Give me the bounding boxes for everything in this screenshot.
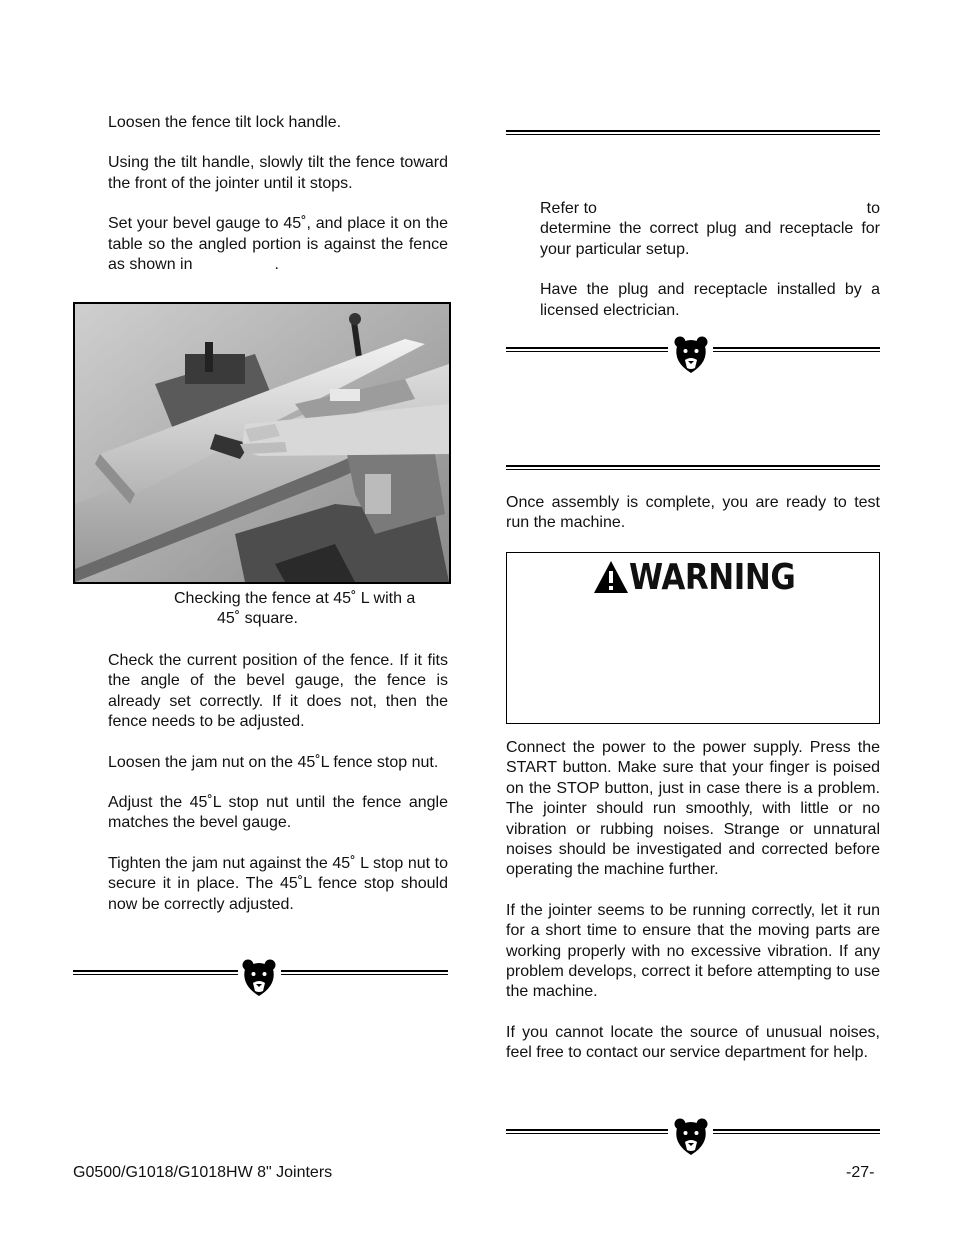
step-set-bevel-gauge: Set your bevel gauge to 45˚, and place it on the table so the angled portion is against the fence as shown in . xyxy=(108,215,448,274)
step-loosen-tilt-lock: Loosen the fence tilt lock handle. xyxy=(108,114,342,131)
left-column-top xyxy=(108,113,448,275)
photo-caption: Checking the fence at 45˚ L with a 45˚ square. xyxy=(174,590,416,628)
footer-page-number: -27- xyxy=(846,1164,875,1181)
bear-head-icon xyxy=(673,334,709,374)
section-divider-right-1 xyxy=(506,334,880,374)
step-connect-power: Connect the power to the power supply. Press the START button. Make sure that your finger is poised on the STOP button, just in case there is a problem. The jointer should run smoothly, with little or no vibration or rubbing noises. Strange or unnatural noises should be investigated and corrected before operating the machine further. xyxy=(506,739,880,879)
bear-head-icon xyxy=(241,957,277,997)
section-header-rule-1 xyxy=(506,130,880,135)
step-install-plug: Have the plug and receptacle installed by a licensed electrician. xyxy=(540,281,880,319)
bear-head-icon xyxy=(673,1116,709,1156)
step-loosen-jam-nut: Loosen the jam nut on the 45˚L fence stop nut. xyxy=(108,753,439,771)
step-tilt-fence: Using the tilt handle, slowly tilt the fence toward the front of the jointer until it stops. xyxy=(108,154,448,192)
plug-instructions: Refer to to determine the correct plug and receptacle for your particular setup. Have the plug and receptacle installed by a licensed electrician. xyxy=(540,199,880,321)
test-run-intro: Once assembly is complete, you are ready to test run the machine. xyxy=(506,494,880,532)
step-contact-service: If you cannot locate the source of unusual noises, feel free to contact our service department for help. xyxy=(506,1023,880,1062)
step-adjust-stop-nut: Adjust the 45˚L stop nut until the fence angle matches the bevel gauge. xyxy=(108,794,448,832)
step-check-fence-position: Check the current position of the fence. If it fits the angle of the bevel gauge, the fence is already set correctly. If it does not, then the fence needs to be adjusted. xyxy=(108,652,448,731)
jointer-fence-illustration xyxy=(75,304,449,582)
step-tighten-jam-nut: Tighten the jam nut against the 45˚ L stop nut to secure it in place. The 45˚L fence stop should now be correctly adjusted. xyxy=(108,854,448,913)
left-column-bottom xyxy=(108,651,448,915)
test-run-steps xyxy=(506,738,880,1064)
section-divider-right-2 xyxy=(506,1116,880,1156)
section-divider-left xyxy=(73,957,448,997)
section-header-rule-2 xyxy=(506,465,880,470)
footer-model: G0500/G1018/G1018HW 8" Jointers xyxy=(73,1164,333,1181)
step-run-check: If the jointer seems to be running correctly, let it run for a short time to ensure that the moving parts are working properly with no excessive vibration. If any problem develops, correct it before attempting to use the machine. xyxy=(506,901,880,1001)
warning-title: WARNING xyxy=(629,557,796,598)
fence-photo xyxy=(73,302,451,584)
warning-box xyxy=(506,552,880,724)
warning-triangle-icon xyxy=(593,560,629,594)
